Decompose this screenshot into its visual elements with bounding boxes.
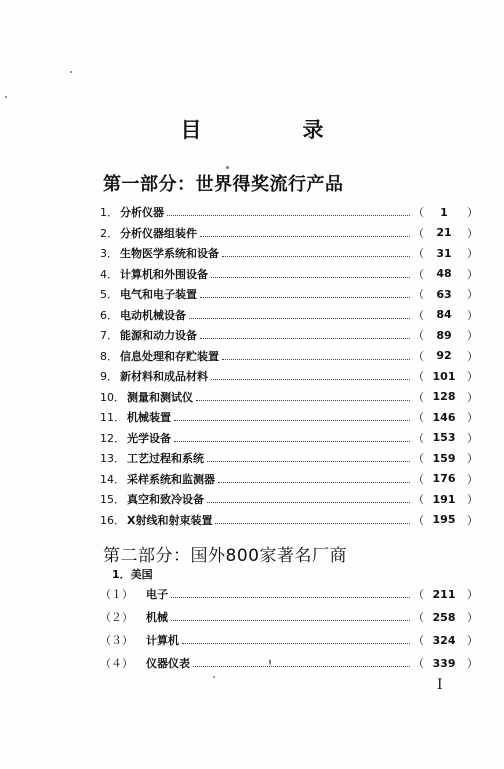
open-paren: （ bbox=[413, 657, 424, 670]
open-paren: （ bbox=[413, 431, 424, 445]
toc-entry-title: 电动机械设备 bbox=[120, 308, 186, 322]
close-paren: ） bbox=[467, 634, 478, 647]
toc-entry-page-ref bbox=[413, 512, 478, 528]
dot-leader bbox=[196, 399, 410, 401]
toc-entry-page-ref bbox=[413, 348, 478, 364]
open-paren: （ bbox=[413, 472, 424, 486]
close-paren: ） bbox=[467, 370, 478, 383]
close-paren: ） bbox=[467, 588, 478, 601]
toc-entry-number: 10． bbox=[100, 390, 125, 404]
toc-entry-title: 分析仪器 bbox=[120, 206, 164, 219]
toc-entry bbox=[100, 510, 478, 530]
toc-entry-page-number: 84 bbox=[436, 308, 452, 321]
dot-leader bbox=[222, 358, 410, 360]
open-paren: （ bbox=[413, 370, 424, 383]
toc-entry bbox=[100, 448, 478, 468]
close-paren: ） bbox=[467, 206, 478, 219]
toc-entry-page-ref bbox=[413, 327, 478, 343]
close-paren: ） bbox=[467, 329, 478, 342]
dot-leader bbox=[200, 337, 410, 339]
toc-entry-number: 4． bbox=[100, 267, 118, 281]
toc-entry-page-number: 48 bbox=[436, 267, 452, 280]
close-paren: ） bbox=[467, 452, 478, 465]
toc-entry bbox=[100, 366, 478, 386]
open-paren: （ bbox=[413, 634, 424, 647]
page-number: I bbox=[437, 677, 443, 693]
close-paren: ） bbox=[467, 431, 478, 445]
toc-entry bbox=[100, 407, 478, 427]
toc-entry-page-number: 31 bbox=[436, 246, 452, 260]
open-paren: （ bbox=[413, 588, 424, 601]
toc-entry-page-ref bbox=[413, 450, 478, 466]
toc-entry-title: 信息处理和存贮装置 bbox=[120, 349, 219, 363]
toc-entry-page-number: 211 bbox=[432, 587, 456, 601]
scan-speck bbox=[226, 166, 229, 169]
close-paren: ） bbox=[467, 267, 478, 281]
close-paren: ） bbox=[467, 611, 478, 624]
toc-entry-number: 9． bbox=[100, 370, 118, 383]
toc-entry-page-number: 339 bbox=[432, 656, 456, 670]
toc-entry-page-number: 21 bbox=[436, 226, 452, 239]
toc-entry-title: 真空和致冷设备 bbox=[127, 493, 204, 506]
toc-entry-number: 7． bbox=[100, 329, 118, 342]
toc-entry-title: 新材料和成品材料 bbox=[120, 370, 208, 383]
toc-entry-number: （２） bbox=[100, 611, 133, 624]
toc-entry-number: 2． bbox=[100, 226, 118, 240]
close-paren: ） bbox=[467, 513, 478, 527]
toc-entry bbox=[100, 305, 478, 325]
scan-speck bbox=[269, 659, 271, 665]
toc-entry-page-ref bbox=[413, 491, 478, 507]
dot-leader bbox=[207, 460, 410, 462]
toc-entry-title: 分析仪器组装件 bbox=[120, 226, 197, 240]
part2-section-heading: 1．美国 bbox=[112, 568, 153, 581]
toc-entry-page-ref bbox=[413, 307, 478, 323]
toc-entry-title: 光学设备 bbox=[127, 431, 171, 445]
toc-entry-title: 测量和测试仪 bbox=[127, 390, 193, 404]
dot-leader bbox=[171, 596, 410, 598]
toc-entry-title: 计算机和外围设备 bbox=[120, 267, 208, 281]
toc-entry-page-number: 1 bbox=[440, 205, 448, 219]
open-paren: （ bbox=[413, 611, 424, 624]
toc-entry-page-ref bbox=[413, 204, 478, 220]
close-paren: ） bbox=[467, 349, 478, 363]
open-paren: （ bbox=[413, 411, 424, 424]
toc-entry-page-number: 153 bbox=[432, 431, 456, 444]
close-paren: ） bbox=[467, 493, 478, 506]
toc-entry-title: 仪器仪表 bbox=[146, 657, 190, 670]
scan-speck bbox=[70, 71, 72, 73]
toc-entry-title: 生物医学系统和设备 bbox=[120, 247, 219, 260]
page-title: 目 录 bbox=[180, 118, 364, 142]
close-paren: ） bbox=[467, 657, 478, 670]
toc-entry-page-number: 258 bbox=[432, 610, 456, 624]
dot-leader bbox=[174, 419, 410, 421]
toc-entry-number: 14． bbox=[100, 472, 125, 486]
toc-entry-number: 5． bbox=[100, 288, 118, 301]
toc-entry-number: 6． bbox=[100, 308, 118, 322]
toc-entry-page-number: 89 bbox=[436, 328, 452, 342]
toc-entry-number: 12． bbox=[100, 431, 125, 445]
toc-entry-page-number: 101 bbox=[432, 369, 456, 383]
toc-entry bbox=[100, 489, 478, 509]
toc-entry bbox=[100, 346, 478, 366]
toc-entry-number: （１） bbox=[100, 588, 133, 601]
toc-entry bbox=[100, 607, 478, 627]
toc-entry-number: 1． bbox=[100, 206, 118, 219]
dot-leader bbox=[174, 440, 410, 442]
toc-entry bbox=[100, 243, 478, 263]
scan-speck bbox=[5, 96, 7, 98]
dot-leader bbox=[182, 642, 410, 644]
open-paren: （ bbox=[413, 390, 424, 404]
toc-entry-title: 电气和电子装置 bbox=[120, 288, 197, 301]
toc-entry-title: 电子 bbox=[146, 588, 168, 601]
close-paren: ） bbox=[467, 247, 478, 260]
toc-entry-page-number: 191 bbox=[432, 492, 456, 506]
close-paren: ） bbox=[467, 308, 478, 322]
toc-entry bbox=[100, 223, 478, 243]
toc-entry-page-number: 195 bbox=[432, 513, 456, 526]
dot-leader bbox=[207, 501, 410, 503]
open-paren: （ bbox=[413, 513, 424, 527]
toc-entry-title: 机械 bbox=[146, 611, 168, 624]
dot-leader bbox=[200, 296, 410, 298]
toc-entry-title: 工艺过程和系统 bbox=[127, 452, 204, 465]
toc-entry-number: 3． bbox=[100, 247, 118, 260]
toc-entry bbox=[100, 630, 478, 650]
toc-entry-number: 8． bbox=[100, 349, 118, 363]
open-paren: （ bbox=[413, 206, 424, 219]
toc-entry-number: 11． bbox=[100, 411, 125, 424]
dot-leader bbox=[211, 276, 410, 278]
toc-entry-page-ref bbox=[413, 430, 478, 446]
toc-entry bbox=[100, 387, 478, 407]
toc-entry-page-number: 63 bbox=[436, 287, 452, 301]
toc-entry-number: 16． bbox=[100, 513, 125, 527]
toc-entry-page-ref bbox=[413, 266, 478, 282]
toc-entry-page-ref bbox=[413, 655, 478, 671]
toc-entry-page-number: 324 bbox=[432, 633, 456, 647]
toc-entry-page-ref bbox=[413, 471, 478, 487]
dot-leader bbox=[171, 619, 410, 621]
toc-entry bbox=[100, 264, 478, 284]
toc-entry-page-ref bbox=[413, 389, 478, 405]
toc-entry-title: 计算机 bbox=[146, 634, 179, 647]
toc-entry-page-ref bbox=[413, 586, 478, 602]
open-paren: （ bbox=[413, 226, 424, 240]
toc-entry bbox=[100, 202, 478, 222]
toc-entry-page-number: 128 bbox=[432, 390, 456, 403]
toc-entry-page-number: 176 bbox=[432, 472, 456, 485]
close-paren: ） bbox=[467, 472, 478, 486]
part2-heading: 第二部分：国外800家著名厂商 bbox=[103, 546, 347, 566]
open-paren: （ bbox=[413, 247, 424, 260]
dot-leader bbox=[218, 481, 410, 483]
close-paren: ） bbox=[467, 411, 478, 424]
toc-entry-page-ref bbox=[413, 225, 478, 241]
dot-leader bbox=[200, 235, 410, 237]
toc-entry-number: （４） bbox=[100, 657, 133, 670]
toc-entry-title: 能源和动力设备 bbox=[120, 329, 197, 342]
dot-leader bbox=[193, 665, 410, 667]
toc-entry-title: X射线和射束装置 bbox=[127, 513, 213, 527]
open-paren: （ bbox=[413, 349, 424, 363]
toc-entry-page-number: 159 bbox=[432, 451, 456, 465]
close-paren: ） bbox=[467, 288, 478, 301]
toc-entry-page-ref bbox=[413, 409, 478, 425]
dot-leader bbox=[211, 378, 410, 380]
dot-leader bbox=[222, 255, 410, 257]
open-paren: （ bbox=[413, 452, 424, 465]
open-paren: （ bbox=[413, 308, 424, 322]
scan-speck bbox=[213, 676, 215, 678]
toc-entry bbox=[100, 325, 478, 345]
toc-entry bbox=[100, 469, 478, 489]
open-paren: （ bbox=[413, 493, 424, 506]
toc-entry-page-ref bbox=[413, 245, 478, 261]
toc-entry-number: 15． bbox=[100, 493, 125, 506]
toc-entry-page-ref bbox=[413, 632, 478, 648]
close-paren: ） bbox=[467, 226, 478, 240]
toc-entry-page-ref bbox=[413, 368, 478, 384]
toc-entry bbox=[100, 653, 478, 673]
part1-heading: 第一部分：世界得奖流行产品 bbox=[103, 174, 344, 195]
toc-entry-number: 13． bbox=[100, 452, 125, 465]
open-paren: （ bbox=[413, 267, 424, 281]
toc-entry-page-number: 92 bbox=[436, 349, 452, 362]
dot-leader bbox=[167, 214, 410, 216]
open-paren: （ bbox=[413, 288, 424, 301]
toc-entry-page-number: 146 bbox=[432, 410, 456, 424]
toc-entry-page-ref bbox=[413, 609, 478, 625]
close-paren: ） bbox=[467, 390, 478, 404]
toc-entry-number: （３） bbox=[100, 634, 133, 647]
toc-entry-page-ref bbox=[413, 286, 478, 302]
dot-leader bbox=[189, 317, 410, 319]
toc-entry bbox=[100, 428, 478, 448]
toc-entry-title: 采样系统和监测器 bbox=[127, 472, 215, 486]
toc-entry bbox=[100, 284, 478, 304]
toc-entry-title: 机械装置 bbox=[127, 411, 171, 424]
dot-leader bbox=[215, 522, 410, 524]
open-paren: （ bbox=[413, 329, 424, 342]
toc-entry bbox=[100, 584, 478, 604]
